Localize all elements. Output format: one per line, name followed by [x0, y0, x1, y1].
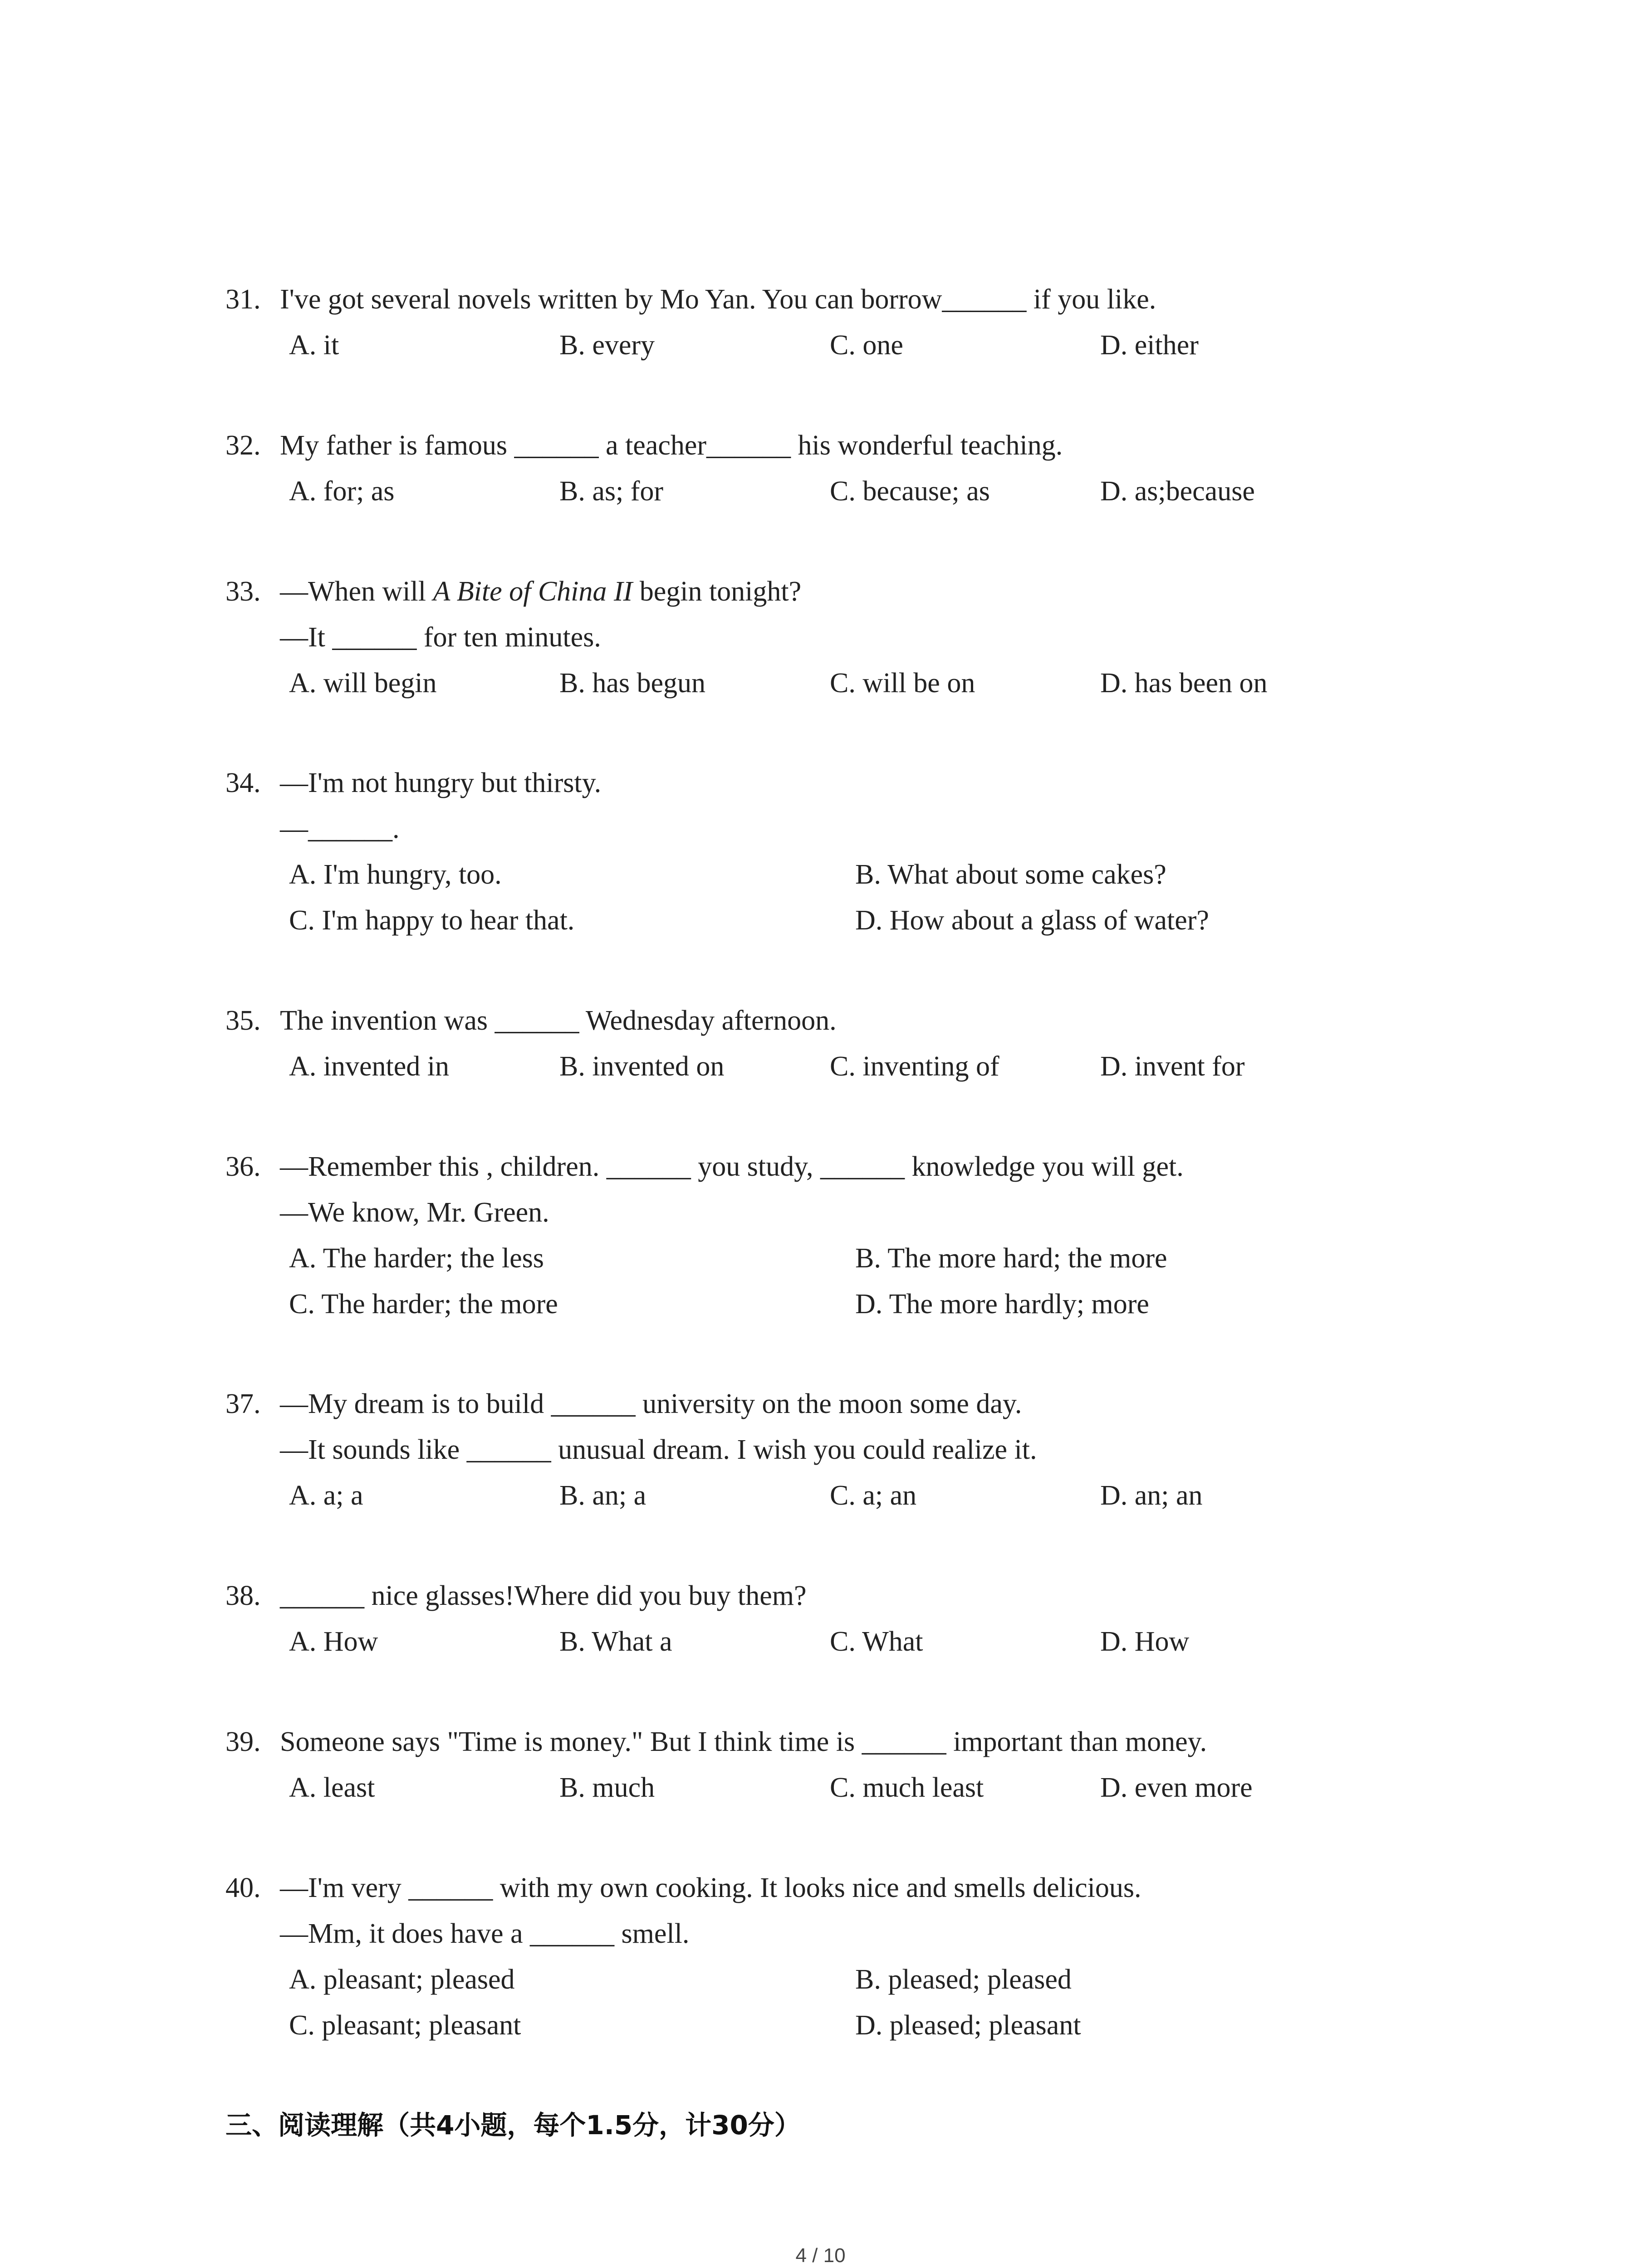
- dialogue-line: —We know, Mr. Green.: [280, 1197, 549, 1228]
- question-33: [225, 569, 1450, 706]
- option-c: C. pleasant; pleasant: [289, 2010, 521, 2041]
- question-stem: —I'm very ______ with my own cooking. It looks nice and smells delicious.: [280, 1872, 1141, 1903]
- question-stem: My father is famous ______ a teacher______ his wonderful teaching.: [280, 430, 1063, 461]
- dialogue-line: —Mm, it does have a ______ smell.: [280, 1918, 690, 1949]
- option-d: D. either: [1100, 330, 1199, 361]
- option-d: D. How about a glass of water?: [855, 905, 1209, 936]
- option-a: A. it: [289, 330, 339, 361]
- option-a: A. pleasant; pleased: [289, 1964, 515, 1995]
- option-d: D. invent for: [1100, 1051, 1245, 1082]
- option-a: A. will begin: [289, 668, 437, 699]
- stem-text: begin tonight?: [632, 576, 802, 607]
- option-a: A. The harder; the less: [289, 1243, 544, 1274]
- question-stem: —Remember this , children. ______ you study, ______ knowledge you will get.: [280, 1151, 1184, 1182]
- option-c: C. inventing of: [830, 1051, 999, 1082]
- options-row: [225, 660, 1450, 706]
- option-b: B. every: [559, 330, 655, 361]
- question-39: [225, 1719, 1450, 1811]
- question-stem: —I'm not hungry but thirsty.: [280, 767, 602, 798]
- option-d: D. as;because: [1100, 476, 1255, 507]
- question-number: 38.: [225, 1580, 261, 1611]
- option-c: C. much least: [830, 1772, 984, 1803]
- question-number: 31.: [225, 284, 261, 315]
- question-number: 37.: [225, 1388, 261, 1419]
- program-title: A Bite of China II: [433, 576, 633, 607]
- option-d: D. has been on: [1100, 668, 1268, 699]
- options-row: [225, 1044, 1450, 1090]
- question-stem: I've got several novels written by Mo Yan. You can borrow______ if you like.: [280, 284, 1156, 315]
- option-b: B. invented on: [559, 1051, 725, 1082]
- options-row: [225, 1473, 1450, 1519]
- dialogue-line: —It ______ for ten minutes.: [280, 622, 601, 653]
- question-stem: The invention was ______ Wednesday afternoon.: [280, 1005, 837, 1036]
- options-row: [225, 1281, 1450, 1327]
- options-row: [225, 898, 1450, 943]
- page-number: 4 / 10: [795, 2244, 846, 2267]
- option-b: B. What a: [559, 1626, 672, 1657]
- options-row: [225, 1236, 1450, 1281]
- option-b: B. What about some cakes?: [855, 859, 1166, 890]
- options-row: [225, 469, 1450, 514]
- option-a: A. I'm hungry, too.: [289, 859, 502, 890]
- question-36: [225, 1144, 1450, 1327]
- dialogue-line: —______.: [280, 813, 400, 844]
- option-b: B. pleased; pleased: [855, 1964, 1072, 1995]
- option-d: D. How: [1100, 1626, 1190, 1657]
- dialogue-line: —It sounds like ______ unusual dream. I wish you could realize it.: [280, 1434, 1037, 1465]
- stem-text: —When will: [280, 576, 433, 607]
- question-number: 34.: [225, 767, 261, 798]
- option-b: B. The more hard; the more: [855, 1243, 1167, 1274]
- option-d: D. even more: [1100, 1772, 1253, 1803]
- option-c: C. What: [830, 1626, 923, 1657]
- option-b: B. an; a: [559, 1480, 647, 1511]
- option-b: B. has begun: [559, 668, 706, 699]
- question-38: [225, 1573, 1450, 1665]
- options-row: [225, 1957, 1450, 2003]
- question-31: [225, 277, 1450, 368]
- option-d: D. The more hardly; more: [855, 1289, 1149, 1320]
- option-c: C. will be on: [830, 668, 975, 699]
- question-number: 32.: [225, 430, 261, 461]
- options-row: [225, 852, 1450, 898]
- option-d: D. pleased; pleasant: [855, 2010, 1081, 2041]
- option-b: B. as; for: [559, 476, 664, 507]
- option-d: D. an; an: [1100, 1480, 1203, 1511]
- option-a: A. for; as: [289, 476, 395, 507]
- option-c: C. because; as: [830, 476, 990, 507]
- question-number: 35.: [225, 1005, 261, 1036]
- question-number: 33.: [225, 576, 261, 607]
- question-stem: —My dream is to build ______ university on the moon some day.: [280, 1388, 1022, 1419]
- section-heading: 三、阅读理解（共4小题，每个1.5分，计30分）: [225, 2110, 801, 2141]
- question-stem: [280, 569, 801, 615]
- question-40: [225, 1865, 1450, 2048]
- option-c: C. a; an: [830, 1480, 917, 1511]
- question-stem: ______ nice glasses!Where did you buy them?: [280, 1580, 807, 1611]
- question-number: 40.: [225, 1872, 261, 1903]
- option-c: C. one: [830, 330, 903, 361]
- question-number: 39.: [225, 1726, 261, 1757]
- option-a: A. How: [289, 1626, 378, 1657]
- options-row: [225, 323, 1450, 368]
- option-c: C. I'm happy to hear that.: [289, 905, 575, 936]
- question-stem: Someone says "Time is money." But I think time is ______ important than money.: [280, 1726, 1207, 1757]
- option-b: B. much: [559, 1772, 655, 1803]
- question-35: [225, 998, 1450, 1090]
- question-32: [225, 423, 1450, 514]
- question-37: [225, 1381, 1450, 1519]
- option-a: A. a; a: [289, 1480, 363, 1511]
- options-row: [225, 2003, 1450, 2048]
- options-row: [225, 1765, 1450, 1811]
- option-a: A. invented in: [289, 1051, 449, 1082]
- option-a: A. least: [289, 1772, 375, 1803]
- question-number: 36.: [225, 1151, 261, 1182]
- option-c: C. The harder; the more: [289, 1289, 558, 1320]
- options-row: [225, 1619, 1450, 1665]
- question-34: [225, 760, 1450, 943]
